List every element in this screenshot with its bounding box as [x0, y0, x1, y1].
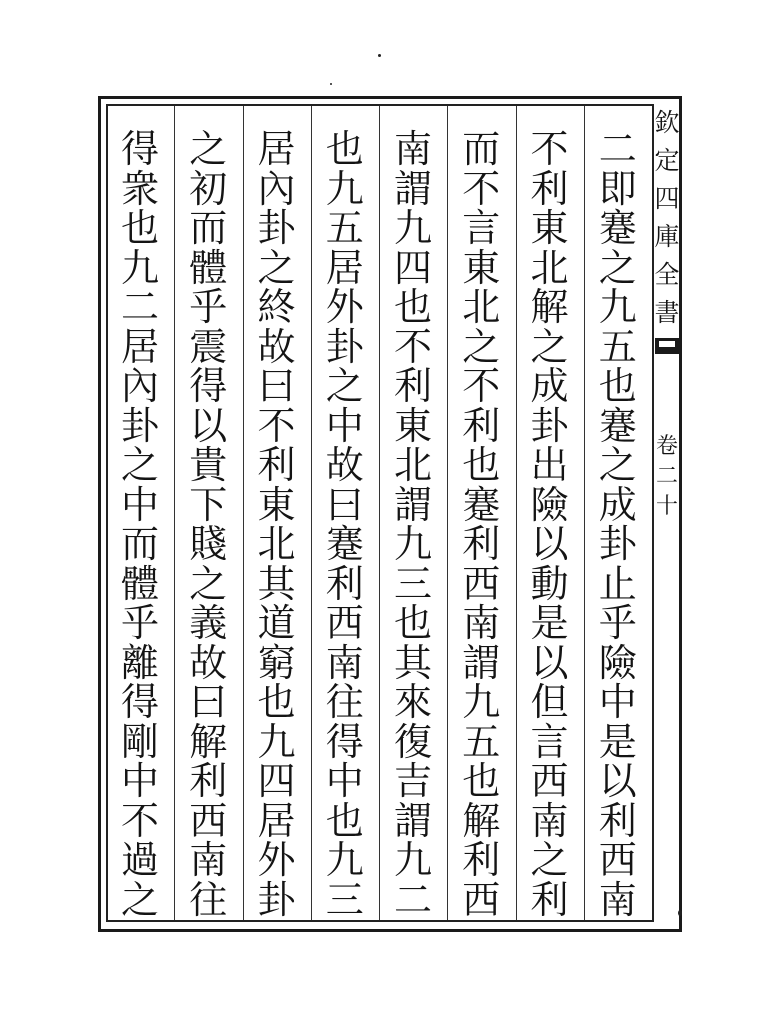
- text-column: [109, 127, 171, 922]
- text-column: [519, 127, 581, 922]
- volume-label: [654, 436, 680, 526]
- text-char: 利: [257, 443, 296, 487]
- text-char: 得: [325, 719, 364, 764]
- text-char: 是: [598, 719, 637, 764]
- text-char: 謂: [393, 166, 432, 211]
- text-char: 西: [462, 877, 501, 922]
- book-title-char: 四: [654, 184, 680, 213]
- text-char: 九: [598, 285, 637, 329]
- fishtail-mark: [655, 338, 679, 354]
- text-char: 離: [120, 640, 159, 685]
- text-char: 二: [120, 285, 159, 329]
- text-char: 故: [325, 443, 364, 487]
- text-char: 也: [462, 759, 501, 803]
- text-char: 謂: [462, 640, 501, 685]
- text-char: 利: [598, 798, 637, 843]
- text-char: 之: [530, 324, 569, 369]
- text-char: 不: [120, 798, 159, 843]
- text-char: 西: [598, 838, 637, 882]
- text-char: 內: [120, 364, 159, 408]
- text-char: 二: [598, 127, 637, 171]
- text-column: [450, 127, 512, 922]
- text-char: 卦: [120, 403, 159, 448]
- text-char: 言: [462, 206, 501, 250]
- text-char: 南: [189, 838, 228, 882]
- text-char: 居: [325, 245, 364, 290]
- text-column: [382, 127, 444, 922]
- book-title-char: 定: [654, 146, 680, 175]
- text-char: 蹇: [325, 522, 364, 566]
- text-char: 中: [598, 680, 637, 724]
- text-char: 北: [393, 443, 432, 487]
- text-char: 東: [393, 403, 432, 448]
- text-char: 卦: [530, 403, 569, 448]
- text-char: 卦: [598, 522, 637, 566]
- text-char: 義: [189, 601, 228, 645]
- text-char: 不: [257, 403, 296, 448]
- text-char: 窮: [257, 640, 296, 685]
- text-char: 之: [462, 324, 501, 369]
- text-char: 卦: [325, 324, 364, 369]
- text-char: 九: [120, 245, 159, 290]
- text-char: 四: [257, 759, 296, 803]
- text-char: 復: [393, 719, 432, 764]
- text-char: 西: [325, 601, 364, 645]
- text-char: 其: [257, 561, 296, 606]
- text-char: 不: [462, 364, 501, 408]
- text-char: 以: [189, 403, 228, 448]
- text-char: 乎: [598, 601, 637, 645]
- text-char: 往: [325, 680, 364, 724]
- text-char: 九: [257, 719, 296, 764]
- text-char: 以: [598, 759, 637, 803]
- text-char: 五: [325, 206, 364, 250]
- text-char: 乎: [189, 285, 228, 329]
- text-char: 利: [462, 403, 501, 448]
- text-char: 之: [189, 561, 228, 606]
- text-char: 故: [189, 640, 228, 685]
- text-char: 止: [598, 561, 637, 606]
- text-char: 利: [393, 364, 432, 408]
- text-char: 其: [393, 640, 432, 685]
- text-char: 曰: [325, 482, 364, 527]
- text-char: 是: [530, 601, 569, 645]
- text-char: 之: [598, 443, 637, 487]
- text-char: 也: [325, 127, 364, 171]
- text-char: 得: [189, 364, 228, 408]
- column-rule: [584, 106, 585, 920]
- text-char: 西: [189, 798, 228, 843]
- text-column: [246, 127, 308, 922]
- text-char: 不: [530, 127, 569, 171]
- ink-speck: [378, 54, 381, 57]
- text-char: 貴: [189, 443, 228, 487]
- text-char: 南: [462, 601, 501, 645]
- text-char: 利: [530, 877, 569, 922]
- text-char: 初: [189, 166, 228, 211]
- book-title: [654, 110, 680, 338]
- text-char: 利: [325, 561, 364, 606]
- book-title-char: 書: [654, 298, 680, 327]
- volume-label-char: 十: [655, 494, 678, 519]
- text-char: 之: [257, 245, 296, 290]
- text-char: 利: [189, 759, 228, 803]
- text-char: 體: [120, 561, 159, 606]
- text-char: 曰: [189, 680, 228, 724]
- text-char: 四: [393, 245, 432, 290]
- text-column: [587, 127, 649, 922]
- text-char: 震: [189, 324, 228, 369]
- text-char: 北: [462, 285, 501, 329]
- text-char: 蹇: [462, 482, 501, 527]
- text-char: 曰: [257, 364, 296, 408]
- text-char: 卦: [257, 877, 296, 922]
- text-char: 卦: [257, 206, 296, 250]
- text-char: 蹇: [598, 403, 637, 448]
- text-char: 九: [325, 166, 364, 211]
- text-char: 即: [598, 166, 637, 211]
- text-char: 五: [598, 324, 637, 369]
- text-char: 居: [120, 324, 159, 369]
- text-char: 西: [530, 759, 569, 803]
- column-rule: [311, 106, 312, 920]
- ink-speck: [330, 83, 332, 85]
- text-char: 也: [393, 285, 432, 329]
- text-char: 二: [393, 877, 432, 922]
- text-char: 道: [257, 601, 296, 645]
- book-title-char: 庫: [654, 222, 680, 251]
- text-char: 出: [530, 443, 569, 487]
- column-rule: [516, 106, 517, 920]
- text-char: 謂: [393, 798, 432, 843]
- text-char: 內: [257, 166, 296, 211]
- text-char: 也: [393, 601, 432, 645]
- text-char: 中: [120, 482, 159, 527]
- text-char: 九: [393, 206, 432, 250]
- text-char: 體: [189, 245, 228, 290]
- text-char: 以: [530, 522, 569, 566]
- text-char: 衆: [120, 166, 159, 211]
- text-column: [177, 127, 239, 922]
- text-char: 過: [120, 838, 159, 882]
- text-char: 南: [393, 127, 432, 171]
- text-char: 解: [530, 285, 569, 329]
- text-char: 險: [598, 640, 637, 685]
- text-char: 外: [257, 838, 296, 882]
- text-char: 居: [257, 798, 296, 843]
- text-char: 北: [257, 522, 296, 566]
- text-char: 而: [462, 127, 501, 171]
- text-char: 故: [257, 324, 296, 369]
- text-char: 言: [530, 719, 569, 764]
- text-char: 九: [462, 680, 501, 724]
- text-char: 東: [257, 482, 296, 527]
- text-char: 北: [530, 245, 569, 290]
- text-char: 之: [530, 838, 569, 882]
- text-char: 利: [530, 166, 569, 211]
- text-char: 東: [530, 206, 569, 250]
- text-char: 南: [530, 798, 569, 843]
- text-char: 九: [393, 838, 432, 882]
- text-char: 來: [393, 680, 432, 724]
- text-char: 之: [120, 877, 159, 922]
- text-char: 南: [598, 877, 637, 922]
- text-char: 三: [325, 877, 364, 922]
- text-char: 中: [325, 403, 364, 448]
- text-char: 險: [530, 482, 569, 527]
- text-char: 得: [120, 680, 159, 724]
- text-char: 利: [462, 838, 501, 882]
- text-char: 下: [189, 482, 228, 527]
- text-char: 成: [530, 364, 569, 408]
- text-char: 往: [189, 877, 228, 922]
- text-char: 解: [189, 719, 228, 764]
- text-char: 而: [189, 206, 228, 250]
- text-char: 動: [530, 561, 569, 606]
- column-rule: [174, 106, 175, 920]
- text-char: 剛: [120, 719, 159, 764]
- text-char: 得: [120, 127, 159, 171]
- text-char: 不: [462, 166, 501, 211]
- text-char: 解: [462, 798, 501, 843]
- text-char: 九: [393, 522, 432, 566]
- column-rule: [379, 106, 380, 920]
- text-char: 蹇: [598, 206, 637, 250]
- text-char: 南: [325, 640, 364, 685]
- text-char: 也: [462, 443, 501, 487]
- text-char: 賤: [189, 522, 228, 566]
- ink-speck: [678, 910, 682, 916]
- text-char: 但: [530, 680, 569, 724]
- text-char: 九: [325, 838, 364, 882]
- book-title-char: 全: [654, 260, 680, 289]
- book-title-char: 欽: [654, 108, 680, 137]
- text-char: 外: [325, 285, 364, 329]
- text-char: 終: [257, 285, 296, 329]
- text-char: 而: [120, 522, 159, 566]
- text-char: 三: [393, 561, 432, 606]
- text-char: 西: [462, 561, 501, 606]
- text-char: 不: [393, 324, 432, 369]
- text-char: 五: [462, 719, 501, 764]
- text-char: 謂: [393, 482, 432, 527]
- volume-label-char: 卷: [655, 434, 678, 459]
- text-char: 之: [325, 364, 364, 408]
- text-char: 吉: [393, 759, 432, 803]
- text-char: 也: [257, 680, 296, 724]
- text-char: 乎: [120, 601, 159, 645]
- column-rule: [447, 106, 448, 920]
- text-char: 利: [462, 522, 501, 566]
- text-char: 成: [598, 482, 637, 527]
- text-char: 之: [120, 443, 159, 487]
- text-char: 也: [120, 206, 159, 250]
- volume-label-char: 二: [655, 464, 678, 489]
- text-char: 中: [325, 759, 364, 803]
- text-char: 居: [257, 127, 296, 171]
- text-char: 也: [598, 364, 637, 408]
- text-char: 東: [462, 245, 501, 290]
- text-char: 以: [530, 640, 569, 685]
- text-char: 中: [120, 759, 159, 803]
- text-char: 之: [598, 245, 637, 290]
- column-rule: [243, 106, 244, 920]
- text-char: 也: [325, 798, 364, 843]
- text-column: [314, 127, 376, 922]
- text-char: 之: [189, 127, 228, 171]
